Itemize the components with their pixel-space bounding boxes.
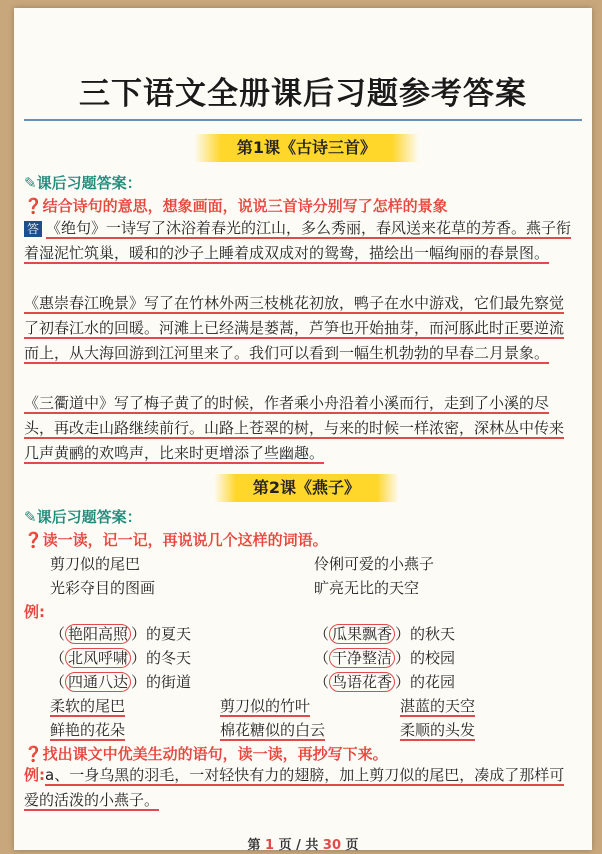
example-phrase: （ 艳阳高照 ）的夏天 bbox=[50, 625, 192, 643]
lesson1-answer-2 bbox=[24, 291, 572, 366]
example-label: 例: bbox=[24, 603, 45, 621]
example-phrase: （ 瓜果飘香 ）的秋天 bbox=[314, 625, 456, 643]
lesson2-question-2: ❓找出课文中优美生动的语句，读一读，再抄写下来。 bbox=[24, 745, 388, 763]
answer-badge: 答 bbox=[24, 221, 42, 237]
lesson1-banner: 第1课《古诗三首》 bbox=[194, 134, 419, 162]
lesson1-answer-1 bbox=[24, 216, 572, 266]
answer-text: 《惠崇春江晚景》写了在竹林外两三枝桃花初放，鸭子在水中游戏，它们最先察觉了初春江水的回暖。河滩上已经满是蒌蒿，芦笋也开始抽芽，而河豚此时正要逆流而上，从大海回游到江河里来了。我们可以看到一幅生机勃勃的早春二月景象。 bbox=[24, 294, 565, 362]
answer-text: 《三衢道中》写了梅子黄了的时候，作者乘小舟沿着小溪而行，走到了小溪的尽头，再改走山路继续前行。山路上苍翠的树，与来的时候一样浓密，深林丛中传来几声黄鹂的欢鸣声，比来时更增添了些幽趣。 bbox=[24, 394, 565, 462]
phrase: 剪刀似的尾巴 bbox=[50, 555, 141, 573]
phrase: 伶俐可爱的小燕子 bbox=[314, 555, 435, 573]
lesson2-section-heading: ✎课后习题答案： bbox=[24, 508, 142, 526]
example-phrase: （ 北风呼啸 ）的冬天 bbox=[50, 649, 192, 667]
lesson1-question: ❓结合诗句的意思，想象画面，说说三首诗分别写了怎样的景象 bbox=[24, 197, 448, 215]
phrase: 旷亮无比的天空 bbox=[314, 579, 420, 597]
answer-text: 《绝句》一诗写了沐浴着春光的江山，多么秀丽，春风送来花草的芳香。燕子衔着湿泥忙筑巢，暖和的沙子上睡着成双成对的鸳鸯，描绘出一幅绚丽的春景图。 bbox=[24, 219, 572, 262]
lesson2-example-sentence: 例:a、一身乌黑的羽毛，一对轻快有力的翅膀，加上剪刀似的尾巴，凑成了那样可爱的活泼的小燕子。 bbox=[24, 766, 565, 809]
example-phrase: （ 四通八达 ）的街道 bbox=[50, 673, 192, 691]
lesson1-answer-3 bbox=[24, 391, 572, 466]
phrase: 光彩夺目的图画 bbox=[50, 579, 156, 597]
phrase: 湛蓝的天空 bbox=[400, 697, 476, 715]
lesson2-question-1: ❓读一读，记一记，再说说几个这样的词语。 bbox=[24, 531, 328, 549]
example-phrase: （ 鸟语花香 ）的花园 bbox=[314, 673, 456, 691]
phrase: 鲜艳的花朵 bbox=[50, 721, 126, 739]
page-title: 三下语文全册课后习题参考答案 bbox=[79, 76, 527, 112]
phrase: 棉花糖似的白云 bbox=[220, 721, 326, 739]
lesson2-banner: 第2课《燕子》 bbox=[214, 474, 399, 502]
phrase: 柔顺的头发 bbox=[400, 721, 476, 739]
page-footer: 第 1 页 / 共 30 页 bbox=[247, 838, 359, 853]
example-phrase: （ 干净整洁 ）的校园 bbox=[314, 649, 456, 667]
lesson1-section-heading: ✎课后习题答案： bbox=[24, 174, 142, 192]
page bbox=[14, 8, 592, 853]
phrase: 柔软的尾巴 bbox=[50, 697, 126, 715]
title-divider bbox=[24, 119, 582, 121]
phrase: 剪刀似的竹叶 bbox=[220, 697, 311, 715]
